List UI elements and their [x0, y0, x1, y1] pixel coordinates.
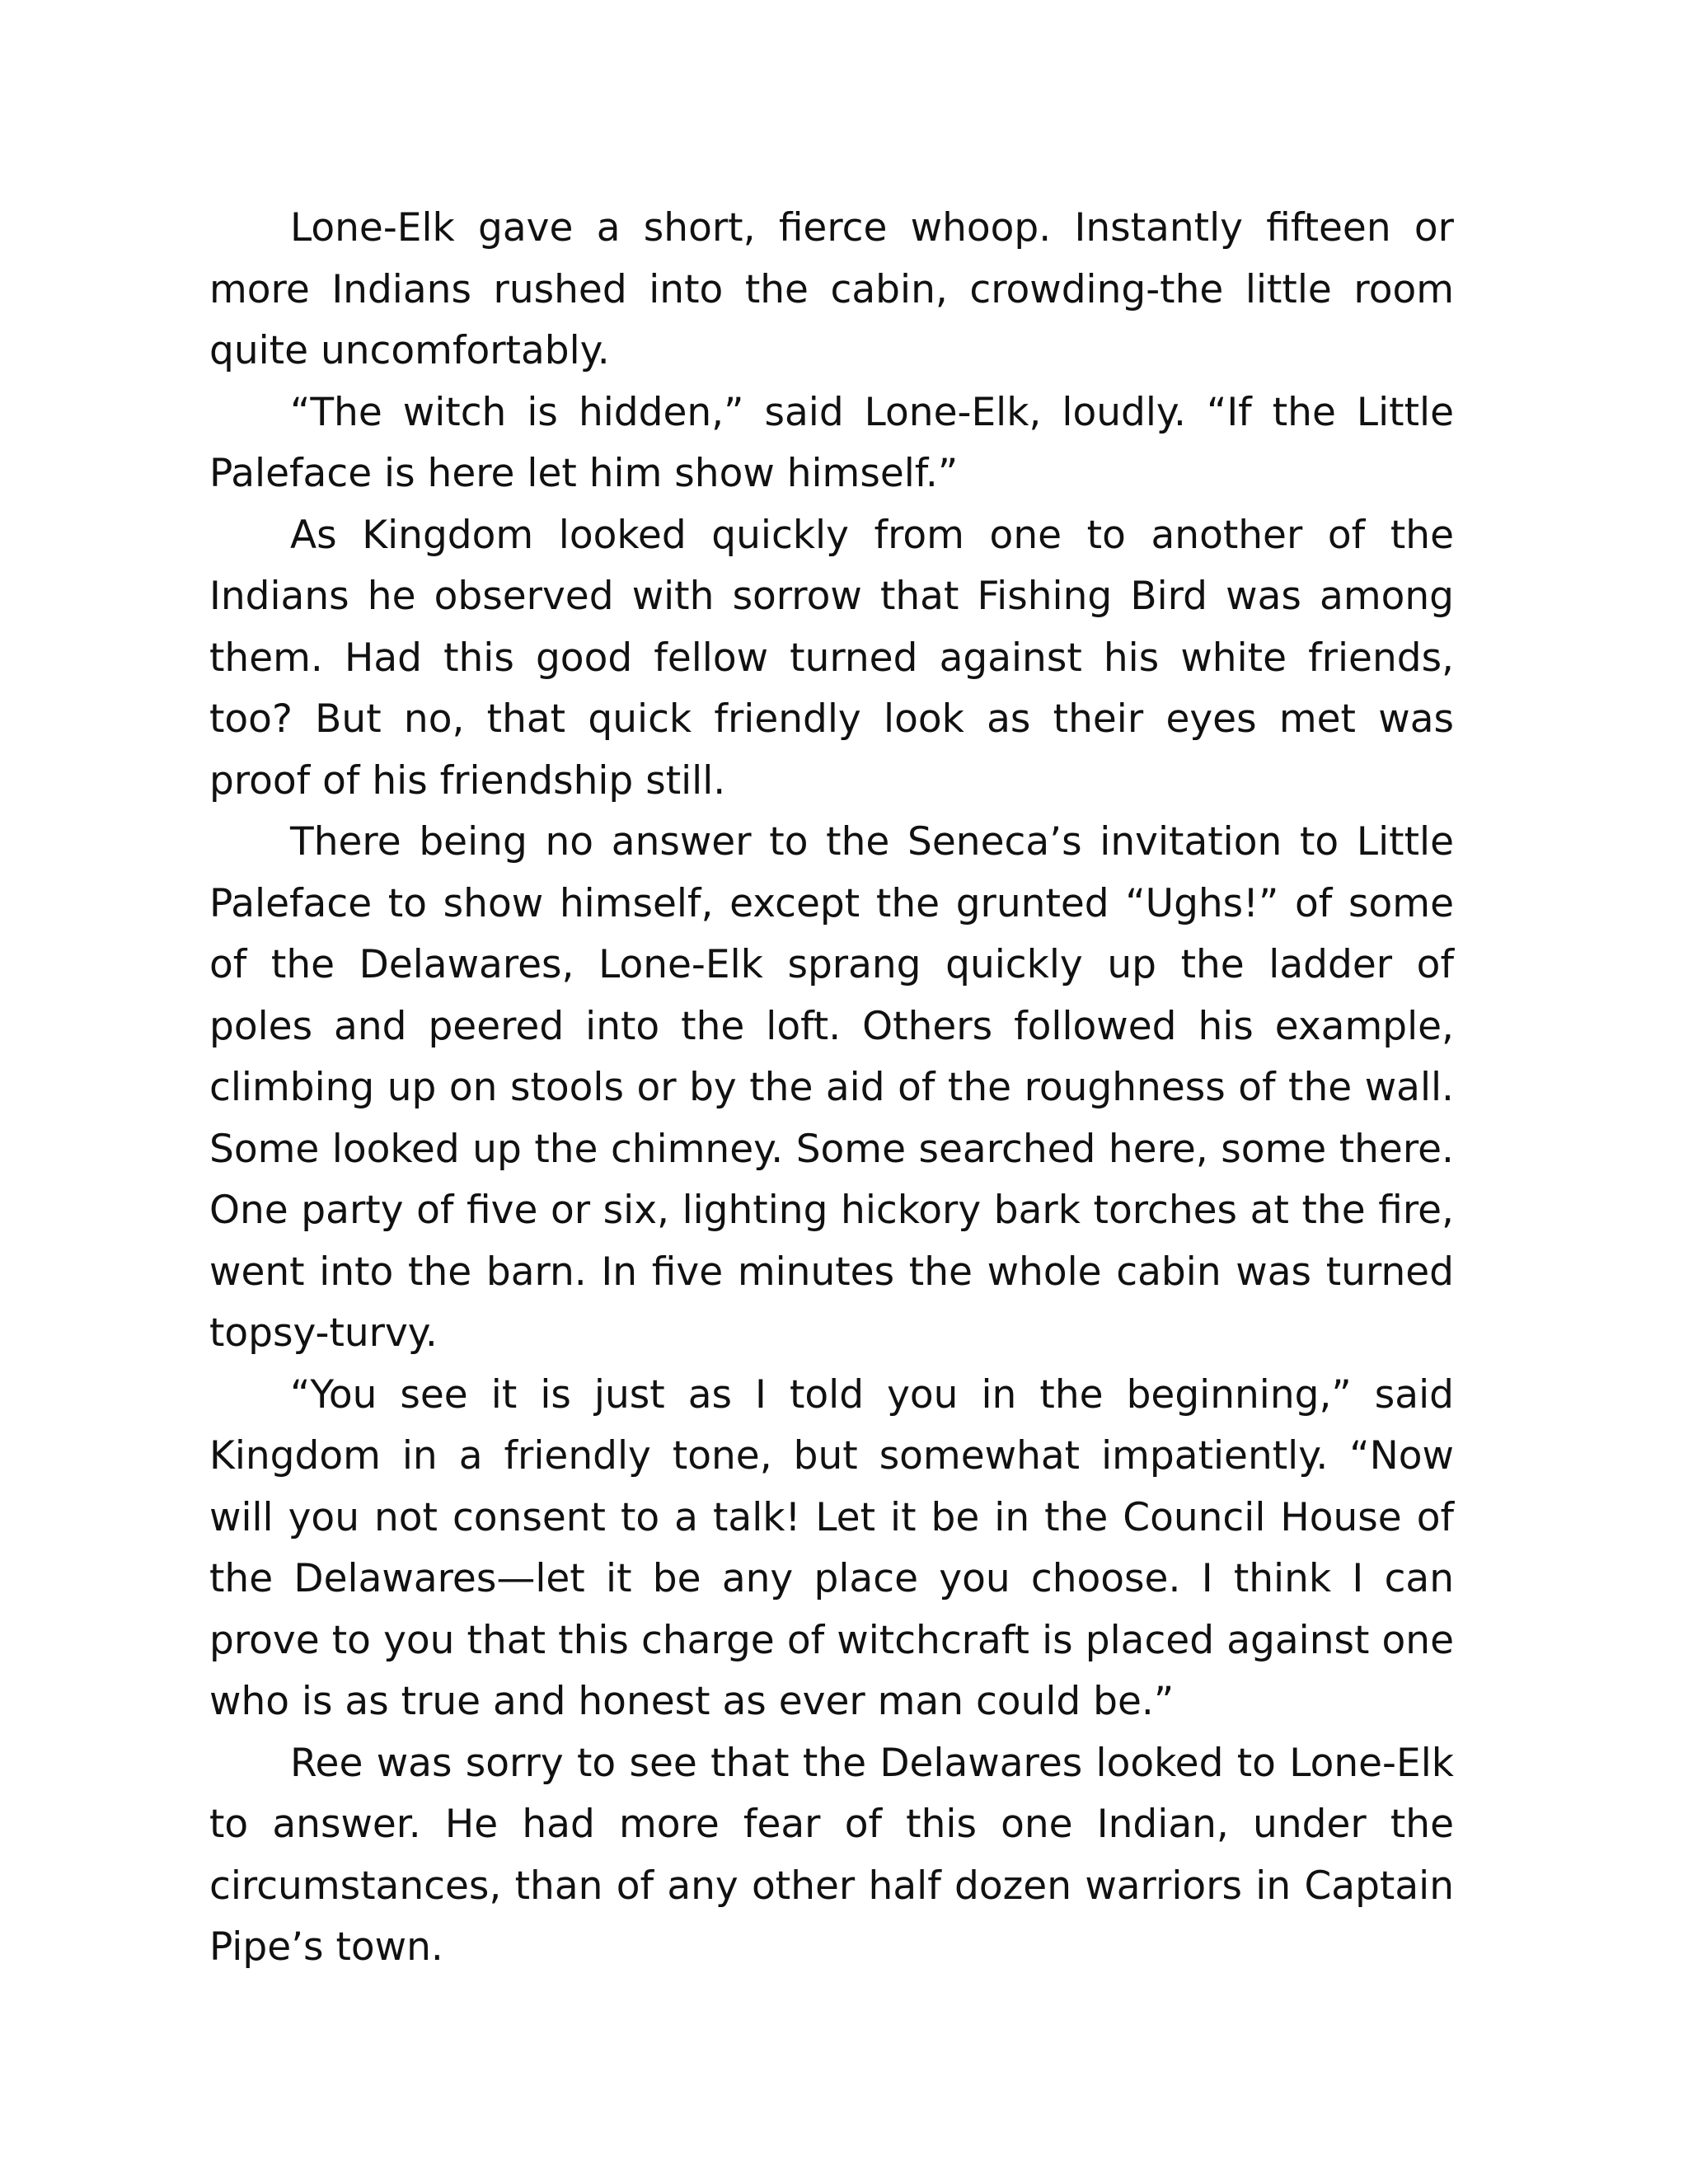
- paragraph: As Kingdom looked quickly from one to another of the Indians he observed with sorrow that Fishing Bird was among them. Had this good fellow turned against his white friends, too? But no, that quick friendly look as their eyes met was proof of his friendship still.: [209, 512, 1454, 804]
- paragraph: Lone-Elk gave a short, fierce whoop. Instantly fifteen or more Indians rushed into the cabin, crowding-the little room quite uncomfortably.: [209, 205, 1454, 373]
- paragraph: “You see it is just as I told you in the beginning,” said Kingdom in a friendly tone, but somewhat impatiently. “Now will you not consent to a talk! Let it be in the Council House of the Delawares—let it be any place you choose. I think I can prove to you that this charge of witchcraft is placed against one who is as true and honest as ever man could be.”: [209, 1371, 1454, 1724]
- paragraph: Ree was sorry to see that the Delawares looked to Lone-Elk to answer. He had more fear of this one Indian, under the circumstances, than of any other half dozen warriors in Captain Pipe’s town.: [209, 1740, 1454, 1970]
- paragraph: “The witch is hidden,” said Lone-Elk, loudly. “If the Little Paleface is here let him show himself.”: [209, 389, 1454, 496]
- paragraph: There being no answer to the Seneca’s invitation to Little Paleface to show himself, except the grunted “Ughs!” of some of the Delawares, Lone-Elk sprang quickly up the ladder of poles and peered into the loft. Others followed his example, climbing up on stools or by the aid of the roughness of the wall. Some looked up the chimney. Some searched here, some there. One party of five or six, lighting hickory bark torches at the fire, went into the barn. In five minutes the whole cabin was turned topsy-turvy.: [209, 819, 1454, 1356]
- page-body: [209, 198, 1454, 1979]
